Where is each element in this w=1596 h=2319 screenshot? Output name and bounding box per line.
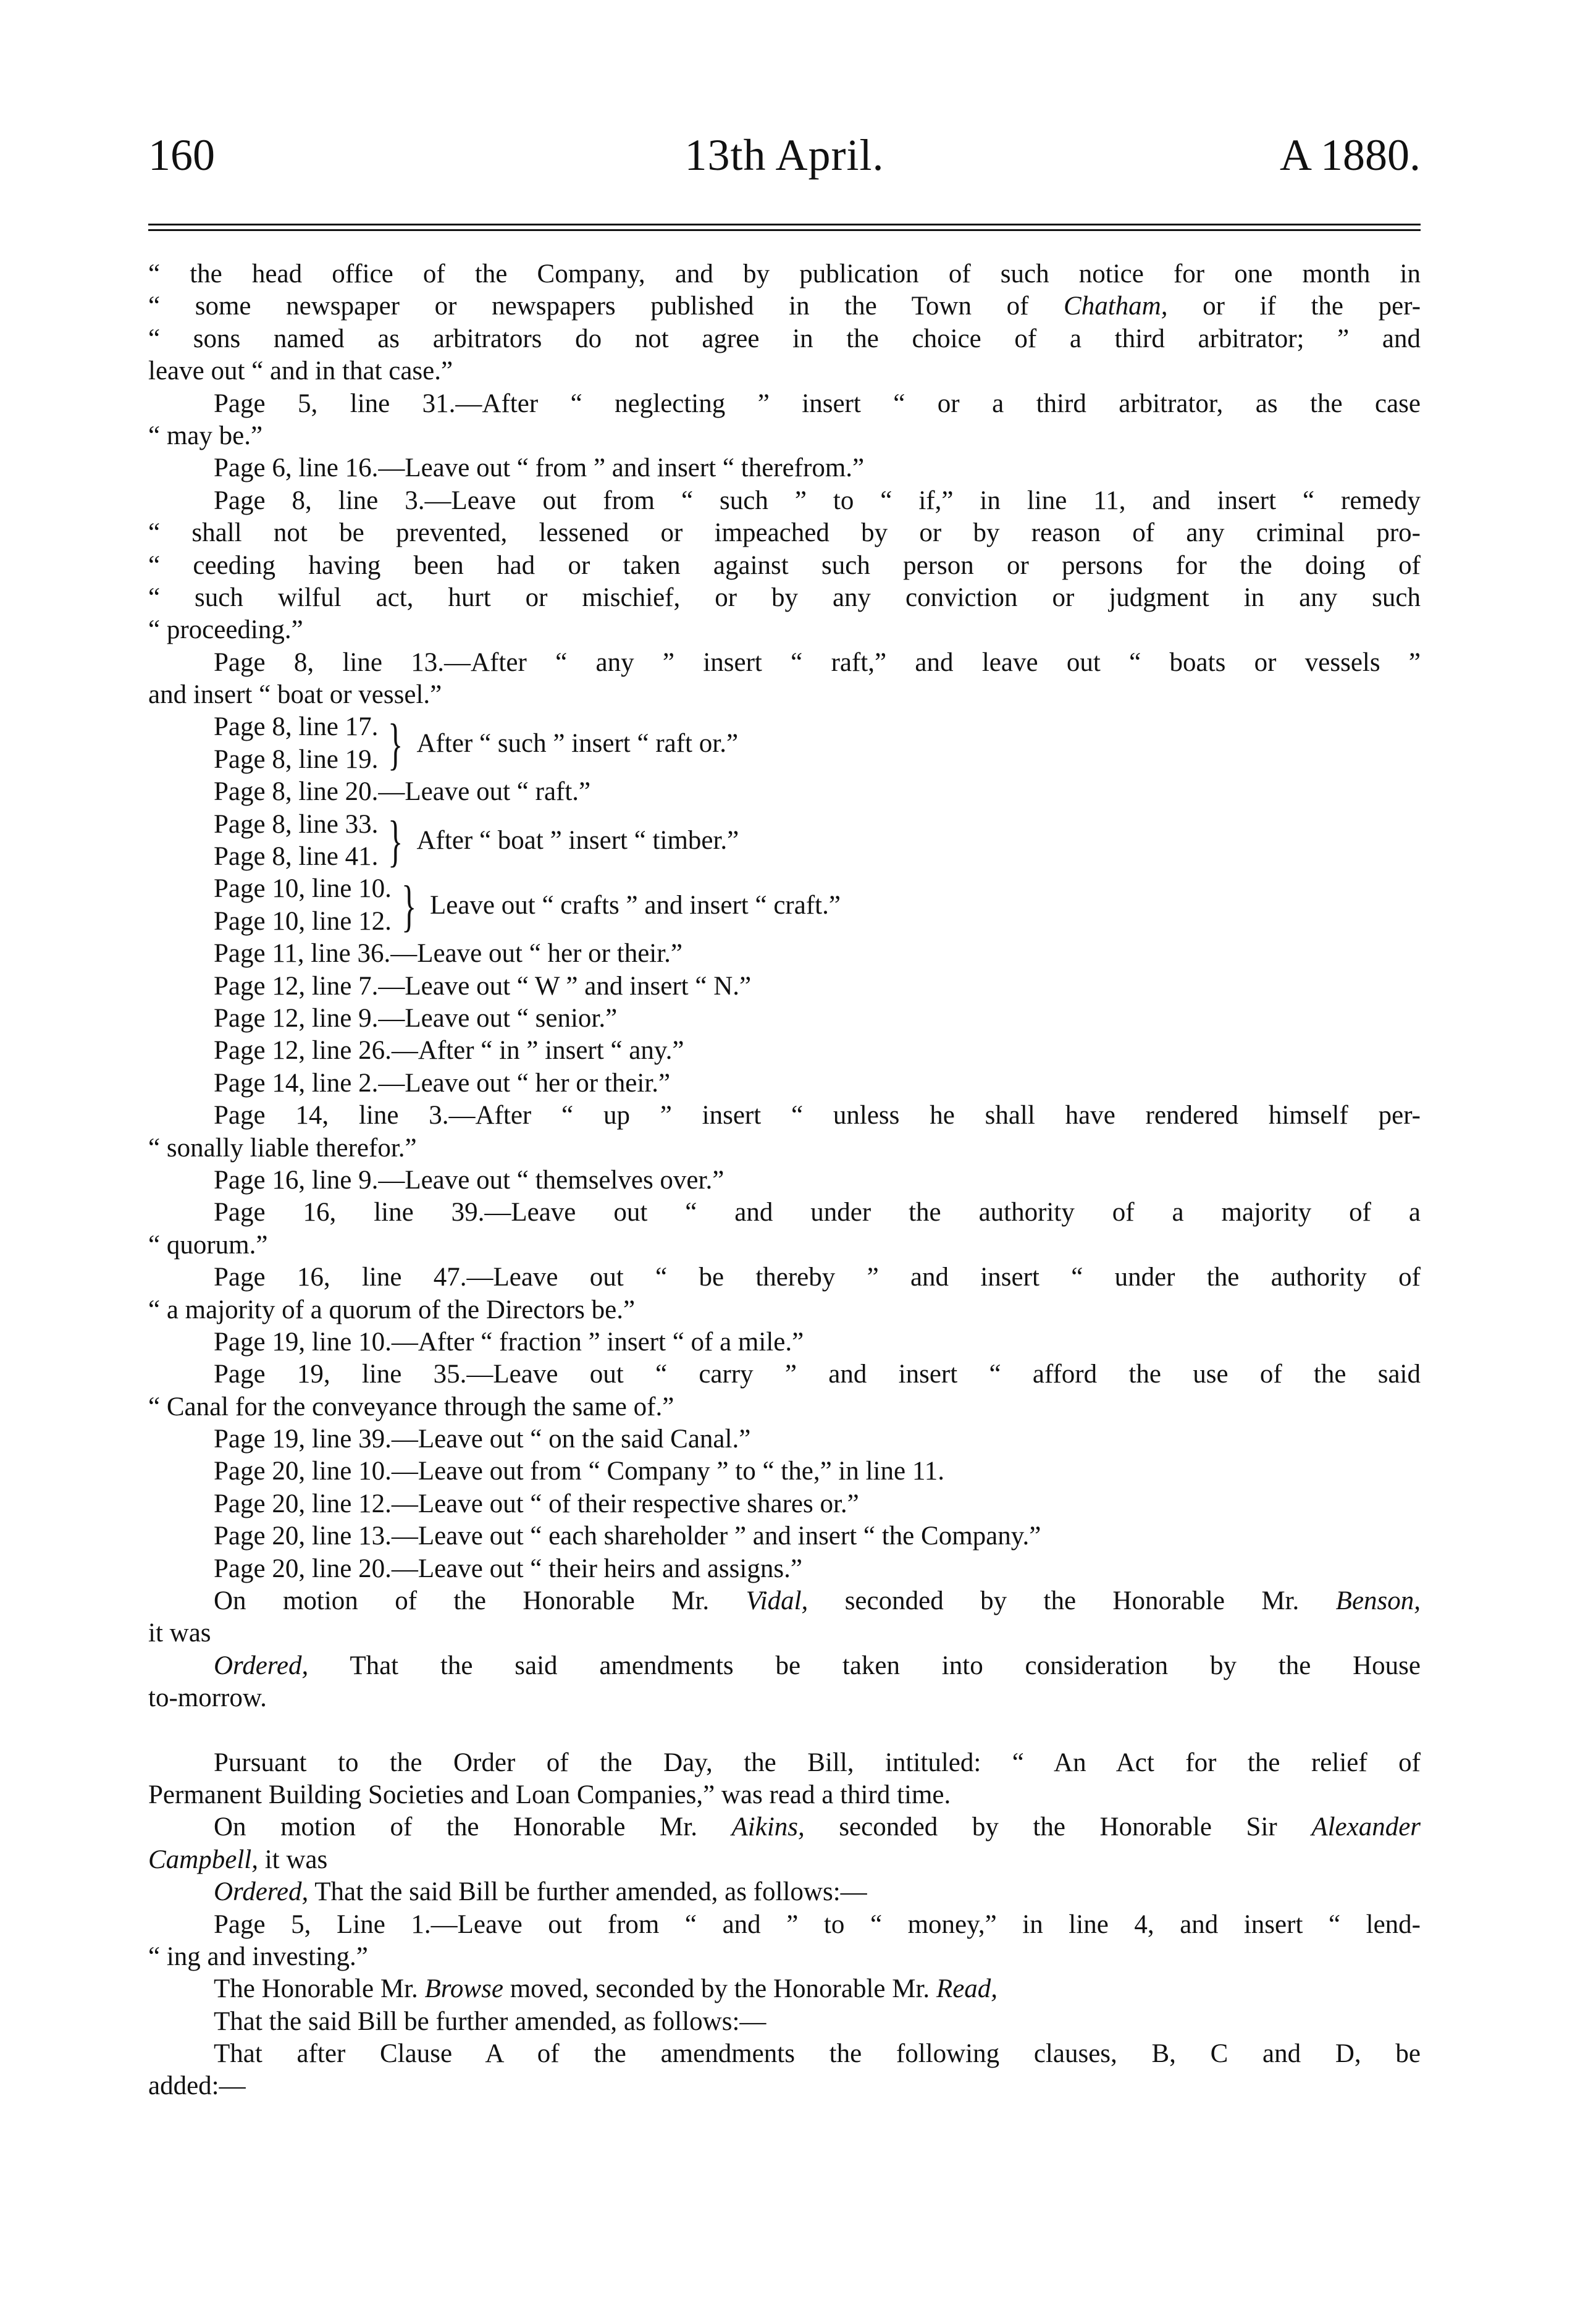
- text-line: Pursuant to the Order of the Day, the Bill, intituled: “ An Act for the relief of: [214, 1748, 1421, 1777]
- text-line: Ordered, That the said Bill be further amended, as follows:—: [214, 1877, 867, 1907]
- text-line: Page 8, line 3.—Leave out from “ such ” to “ if,” in line 11, and insert “ remedy: [214, 486, 1421, 515]
- text-line: and insert “ boat or vessel.”: [148, 680, 442, 710]
- text-line: The Honorable Mr. Browse moved, seconded by the Honorable Mr. Read,: [214, 1974, 998, 2004]
- page-year: A 1880.: [1279, 130, 1421, 180]
- text-line: “ ing and investing.”: [148, 1942, 368, 1971]
- text-line: “ ceeding having been had or taken against such person or persons for the doing of: [148, 550, 1421, 580]
- text-line: “ shall not be prevented, lessened or impeached by or by reason of any criminal pro-: [148, 518, 1421, 548]
- text-line: Page 16, line 9.—Leave out “ themselves over.”: [214, 1165, 724, 1195]
- text-line: Page 12, line 26.—After “ in ” insert “ any.”: [214, 1036, 684, 1066]
- text-line: Campbell, it was: [148, 1845, 328, 1874]
- brace-icon: }: [388, 712, 403, 775]
- text-line: That after Clause A of the amendments the following clauses, B, C and D, be: [214, 2039, 1421, 2069]
- text-line: On motion of the Honorable Mr. Vidal, seconded by the Honorable Mr. Benson,: [214, 1586, 1421, 1616]
- text-line: Page 12, line 7.—Leave out “ W ” and insert “ N.”: [214, 971, 752, 1001]
- bracket-group: [148, 873, 1421, 938]
- header-rule: [148, 229, 1421, 231]
- text-line: On motion of the Honorable Mr. Aikins, seconded by the Honorable Sir Alexander: [214, 1812, 1421, 1842]
- text-line: Page 20, line 12.—Leave out “ of their respective shares or.”: [214, 1489, 859, 1518]
- text-line: “ the head office of the Company, and by publication of such notice for one month in: [148, 259, 1421, 288]
- text-line: “ sons named as arbitrators do not agree in the choice of a third arbitrator; ” and: [148, 324, 1421, 353]
- page-ref: Page 8, line 17.: [214, 712, 379, 742]
- text-line: “ may be.”: [148, 421, 263, 450]
- text-line: Page 19, line 10.—After “ fraction ” insert “ of a mile.”: [214, 1327, 804, 1357]
- text-line: Ordered, That the said amendments be taken into consideration by the House: [214, 1651, 1421, 1680]
- text-line: added:—: [148, 2071, 246, 2101]
- text-line: Page 14, line 2.—Leave out “ her or their.”: [214, 1068, 671, 1098]
- page-ref: Page 8, line 19.: [214, 744, 379, 774]
- page-ref: Page 10, line 12.: [214, 906, 392, 936]
- text-line: Page 20, line 20.—Leave out “ their heirs and assigns.”: [214, 1554, 802, 1583]
- bracket-group: [148, 809, 1421, 873]
- page-ref: Page 10, line 10.: [214, 874, 392, 904]
- text-line: “ Canal for the conveyance through the same of.”: [148, 1392, 674, 1421]
- page-body: [148, 258, 1421, 2103]
- brace-icon: }: [388, 809, 403, 873]
- brace-icon: }: [401, 873, 417, 937]
- text-line: “ such wilful act, hurt or mischief, or by any conviction or judgment in any such: [148, 583, 1421, 612]
- text-line: it was: [148, 1618, 211, 1648]
- text-line: Page 16, line 39.—Leave out “ and under the authority of a majority of a: [214, 1198, 1421, 1227]
- text-line: leave out “ and in that case.”: [148, 356, 453, 386]
- bracket-text: After “ boat ” insert “ timber.”: [416, 825, 739, 855]
- bracket-text: Leave out “ crafts ” and insert “ craft.”: [430, 890, 841, 920]
- text-line: Page 20, line 13.—Leave out “ each shareholder ” and insert “ the Company.”: [214, 1521, 1041, 1551]
- text-line: Page 6, line 16.—Leave out “ from ” and insert “ therefrom.”: [214, 453, 865, 483]
- paragraph-gap: [148, 1715, 1421, 1747]
- bracket-group: [148, 711, 1421, 776]
- text-line: That the said Bill be further amended, as follows:—: [214, 2006, 766, 2036]
- text-line: Page 8, line 13.—After “ any ” insert “ raft,” and leave out “ boats or vessels ”: [214, 647, 1421, 677]
- text-line: Page 11, line 36.—Leave out “ her or their.”: [214, 939, 683, 969]
- bracket-text: After “ such ” insert “ raft or.”: [416, 728, 739, 758]
- header-rule: [148, 224, 1421, 225]
- text-line: “ quorum.”: [148, 1230, 268, 1260]
- text-line: Page 5, Line 1.—Leave out from “ and ” to “ money,” in line 4, and insert “ lend-: [214, 1909, 1421, 1939]
- text-line: Page 8, line 20.—Leave out “ raft.”: [214, 777, 591, 807]
- page-ref: Page 8, line 33.: [214, 809, 379, 839]
- text-line: Page 19, line 39.—Leave out “ on the said Canal.”: [214, 1425, 751, 1454]
- page-number: 160: [148, 130, 215, 180]
- text-line: “ proceeding.”: [148, 615, 303, 645]
- text-line: Page 14, line 3.—After “ up ” insert “ unless he shall have rendered himself per-: [214, 1101, 1421, 1130]
- page-date: 13th April.: [684, 130, 884, 180]
- text-line: Permanent Building Societies and Loan Companies,” was read a third time.: [148, 1780, 951, 1809]
- text-line: Page 19, line 35.—Leave out “ carry ” and insert “ afford the use of the said: [214, 1360, 1421, 1389]
- text-line: Page 5, line 31.—After “ neglecting ” insert “ or a third arbitrator, as the case: [214, 389, 1421, 418]
- text-line: “ some newspaper or newspapers published in the Town of Chatham, or if the per-: [148, 292, 1421, 321]
- text-line: “ a majority of a quorum of the Directors be.”: [148, 1295, 636, 1324]
- text-line: “ sonally liable therefor.”: [148, 1133, 417, 1163]
- text-line: Page 12, line 9.—Leave out “ senior.”: [214, 1003, 618, 1033]
- page-header: [148, 121, 1421, 189]
- text-line: Page 16, line 47.—Leave out “ be thereby ” and insert “ under the authority of: [214, 1263, 1421, 1292]
- text-line: to-morrow.: [148, 1683, 267, 1713]
- page-ref: Page 8, line 41.: [214, 842, 379, 872]
- text-line: Page 20, line 10.—Leave out from “ Company ” to “ the,” in line 11.: [214, 1457, 944, 1486]
